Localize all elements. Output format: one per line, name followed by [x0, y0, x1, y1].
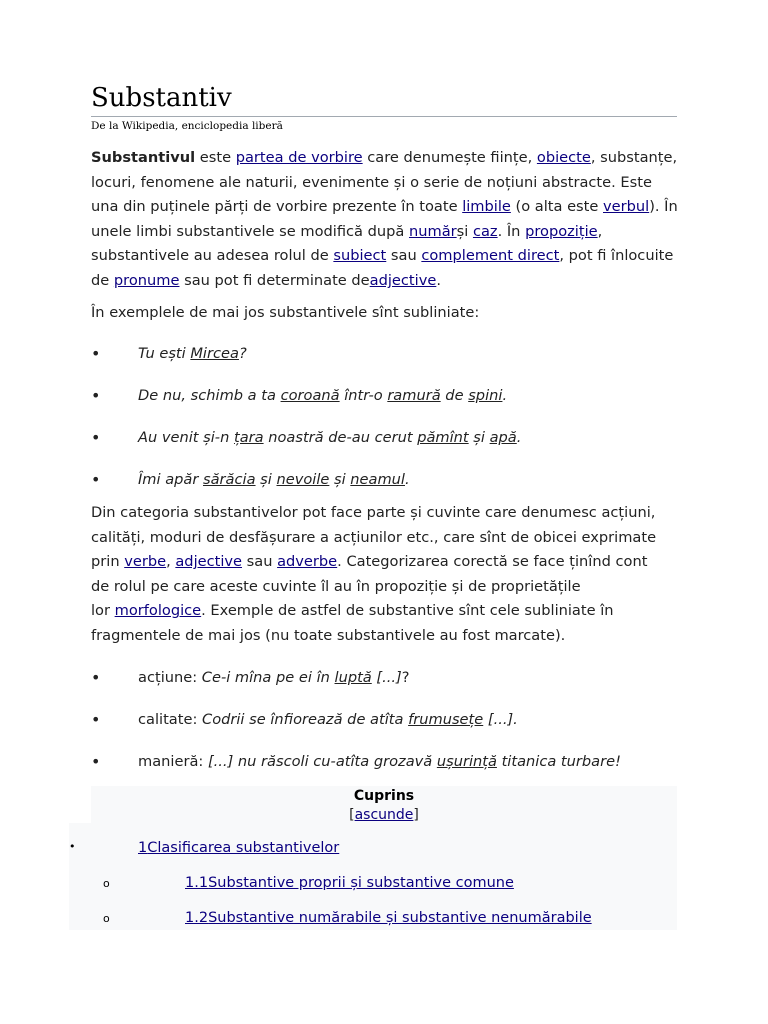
- text-run: ). În: [649, 198, 678, 216]
- text-run: , substanțe,: [590, 149, 678, 166]
- underlined-noun: ramură: [387, 387, 441, 404]
- inline-link[interactable]: partea de vorbire: [235, 149, 363, 166]
- text-run: .: [502, 387, 508, 404]
- table-of-contents: [91, 786, 677, 930]
- inline-link[interactable]: subiect: [333, 247, 387, 265]
- text-run: .: [405, 471, 410, 488]
- inline-link[interactable]: morfologice: [114, 602, 202, 620]
- toc-toggle-open-bracket: [: [349, 807, 355, 823]
- list-item: [91, 343, 691, 365]
- list-item: [91, 385, 691, 407]
- toc-entry[interactable]: [185, 875, 514, 891]
- underlined-noun: sărăcia: [203, 471, 256, 488]
- text-run: .: [516, 429, 522, 446]
- inline-link[interactable]: caz: [472, 222, 498, 240]
- list-item-text: [138, 469, 410, 491]
- inline-link[interactable]: verbe: [124, 553, 167, 571]
- list-item-text: [138, 667, 409, 689]
- text-run: sau: [242, 553, 278, 571]
- inline-link[interactable]: adverbe: [277, 553, 338, 571]
- toc-entry-link[interactable]: [138, 840, 339, 856]
- inline-link[interactable]: propoziție: [525, 222, 598, 240]
- text-run: substantivele au adesea rolul de: [91, 247, 334, 265]
- inline-link[interactable]: verbul: [603, 198, 650, 216]
- text-run: noastră de-au cerut: [263, 429, 418, 446]
- text-run: [...]: [371, 669, 402, 686]
- text-run: de: [91, 271, 114, 289]
- intro-paragraph: [91, 146, 677, 294]
- toc-subbullet-icon: o: [103, 877, 110, 890]
- text-run: Îmi apăr: [138, 471, 204, 488]
- paragraph-line: [91, 624, 677, 649]
- text-run: (o alta este: [510, 198, 603, 216]
- toc-toggle-close-bracket: ]: [413, 807, 419, 823]
- text-run: manieră:: [138, 753, 208, 770]
- text-run: locuri, fenomene ale naturii, evenimente și o serie de noțiuni abstracte. Este: [91, 173, 652, 191]
- text-run: și: [255, 471, 277, 488]
- paragraph-line: [91, 501, 677, 526]
- underlined-noun: neamul: [350, 471, 405, 488]
- inline-link[interactable]: adjective: [369, 271, 437, 289]
- list-item-text: [138, 709, 518, 731]
- inline-link[interactable]: obiecte: [536, 149, 591, 166]
- toc-number: 1.2: [185, 910, 209, 926]
- toc-number: 1.1: [185, 875, 209, 891]
- text-run: sau: [386, 247, 422, 265]
- list-item-text: [138, 427, 521, 449]
- text-run: [...].: [483, 711, 518, 728]
- inline-link[interactable]: adjective: [175, 553, 243, 571]
- page-tagline: De la Wikipedia, enciclopedia liberă: [91, 120, 283, 132]
- toc-title: Cuprins: [353, 788, 415, 804]
- category-paragraph: [91, 501, 677, 649]
- underlined-noun: spini: [468, 387, 503, 404]
- toc-hide-link[interactable]: ascunde: [354, 807, 414, 823]
- underlined-noun: ușurință: [436, 753, 497, 770]
- text-run: ,: [597, 222, 603, 240]
- list-item: [91, 469, 691, 491]
- text-run: este: [195, 149, 236, 166]
- text-run: una din puținele părți de vorbire prezente în toate: [91, 198, 463, 216]
- toc-entry[interactable]: [138, 840, 339, 856]
- inline-link[interactable]: complement direct: [421, 247, 560, 265]
- text-run: care denumește ființe,: [362, 149, 537, 166]
- underlined-noun: nevoile: [276, 471, 330, 488]
- text-run: [...] nu răscoli cu-atîta grozavă: [207, 753, 437, 770]
- underlined-noun: pămînt: [417, 429, 469, 446]
- underlined-noun: țara: [233, 429, 264, 446]
- text-run: și: [329, 471, 351, 488]
- text-run: unele limbi substantivele se modifică după: [91, 222, 409, 240]
- text-run: și: [456, 222, 473, 240]
- list-item-text: [138, 343, 247, 365]
- text-run: de: [440, 387, 469, 404]
- text-run: într-o: [339, 387, 388, 404]
- toc-number: 1: [138, 840, 148, 856]
- text-run: fragmentele de mai jos (nu toate substantivele au fost marcate).: [91, 626, 566, 644]
- bold-term: Substantivul: [91, 149, 196, 166]
- paragraph-line: [91, 244, 677, 269]
- toc-label: Substantive numărabile și substantive nenumărabile: [208, 910, 592, 926]
- inline-link[interactable]: limbile: [462, 198, 511, 216]
- bullet-icon: •: [91, 470, 101, 489]
- list-item: [91, 709, 691, 731]
- list-item-text: [138, 751, 621, 773]
- text-run: sau pot fi determinate de: [179, 271, 370, 289]
- text-run: , pot fi înlocuite: [559, 247, 674, 265]
- toc-subbullet-icon: o: [103, 912, 110, 925]
- examples-intro: În exemplele de mai jos substantivele sînt subliniate:: [91, 304, 480, 321]
- text-run: Din categoria substantivelor pot face parte și cuvinte care denumesc acțiuni,: [91, 504, 656, 521]
- inline-link[interactable]: pronume: [113, 271, 180, 289]
- paragraph-line: [91, 526, 677, 551]
- text-run: și: [468, 429, 490, 446]
- list-item-text: [138, 385, 507, 407]
- underlined-noun: frumusețe: [408, 711, 484, 728]
- paragraph-line: [91, 575, 677, 600]
- underlined-noun: coroană: [280, 387, 340, 404]
- text-run: . Categorizarea corectă se face ținînd cont: [337, 553, 648, 571]
- paragraph-line: [91, 269, 677, 294]
- text-run: Codrii se înfiorează de atîta: [202, 711, 409, 728]
- inline-link[interactable]: număr: [408, 222, 457, 240]
- text-run: prin: [91, 553, 125, 571]
- text-run: ?: [401, 669, 410, 686]
- toc-toggle: [91, 807, 677, 823]
- list-item: [91, 667, 691, 689]
- text-run: De nu, schimb a ta: [138, 387, 281, 404]
- toc-label: Substantive proprii și substantive comune: [208, 875, 514, 891]
- toc-entry-link[interactable]: [185, 875, 514, 891]
- paragraph-line: [91, 599, 677, 624]
- text-run: ,: [166, 553, 176, 571]
- toc-bullet-icon: •: [69, 840, 76, 853]
- bullet-icon: •: [91, 752, 101, 771]
- text-run: ?: [238, 345, 247, 362]
- toc-label: Clasificarea substantivelor: [147, 840, 340, 856]
- page-title: Substantiv: [91, 82, 677, 117]
- underlined-noun: apă: [489, 429, 517, 446]
- underlined-noun: Mircea: [190, 345, 239, 362]
- text-run: Au venit și-n: [138, 429, 234, 446]
- bullet-icon: •: [91, 668, 101, 687]
- text-run: . Exemple de astfel de substantive sînt cele subliniate în: [201, 602, 614, 620]
- text-run: Ce-i mîna pe ei în: [201, 669, 335, 686]
- bullet-icon: •: [91, 710, 101, 729]
- list-item: [91, 751, 691, 773]
- toc-entry-link[interactable]: [185, 910, 592, 926]
- text-run: lor: [91, 602, 115, 620]
- bullet-icon: •: [91, 428, 101, 447]
- text-run: calitate:: [138, 711, 202, 728]
- list-item: [91, 427, 691, 449]
- bullet-icon: •: [91, 386, 101, 405]
- toc-entry[interactable]: [185, 910, 592, 926]
- text-run: de rolul pe care aceste cuvinte îl au în propoziție și de proprietățile: [91, 577, 581, 595]
- text-run: titanica turbare!: [496, 753, 621, 770]
- paragraph-line: [91, 220, 677, 245]
- text-run: . În: [497, 222, 526, 240]
- paragraph-line: [91, 146, 677, 171]
- text-run: Tu ești: [138, 345, 191, 362]
- text-run: acțiune:: [138, 669, 202, 686]
- underlined-noun: luptă: [334, 669, 372, 686]
- paragraph-line: [91, 195, 677, 220]
- bullet-icon: •: [91, 344, 101, 363]
- paragraph-line: [91, 171, 677, 196]
- text-run: .: [436, 271, 441, 289]
- text-run: calități, moduri de desfășurare a acțiunilor etc., care sînt de obicei exprimate: [91, 528, 657, 546]
- paragraph-line: [91, 550, 677, 575]
